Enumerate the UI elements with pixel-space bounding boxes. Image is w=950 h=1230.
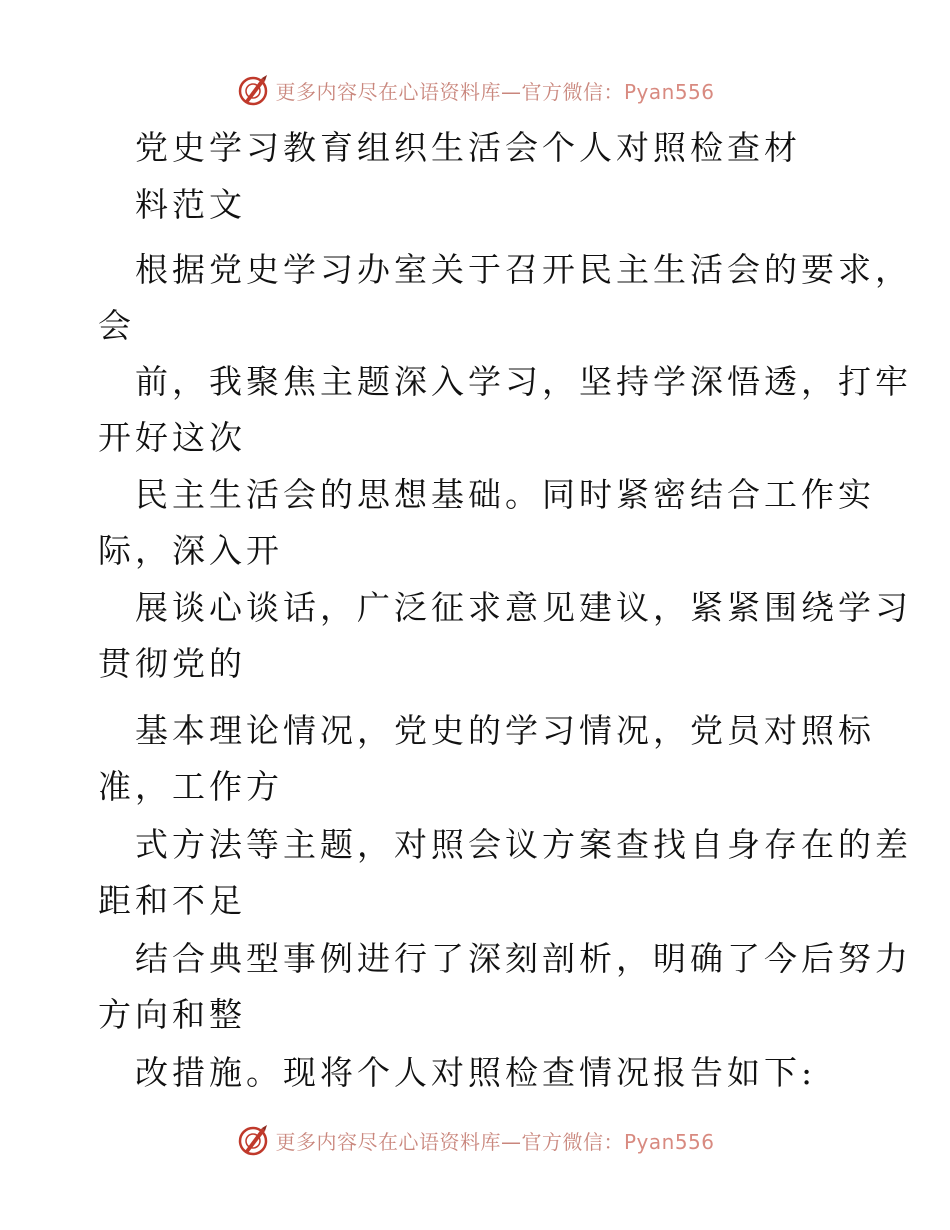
watermark-separator: — bbox=[500, 79, 522, 104]
watermark-account: Pyan556 bbox=[623, 1129, 715, 1154]
body-line: 准，工作方 bbox=[98, 767, 283, 806]
watermark-text bbox=[275, 1126, 714, 1155]
body-line: 距和不足 bbox=[98, 881, 246, 920]
quill-logo-icon bbox=[235, 72, 271, 108]
watermark-official: 官方微信： bbox=[521, 79, 624, 104]
body-line: 前，我聚焦主题深入学习，坚持学深悟透，打牢 bbox=[135, 362, 912, 401]
document-title-line-2: 料范文 bbox=[135, 185, 246, 224]
watermark-brand: 更多内容尽在心语资料库 bbox=[275, 79, 501, 104]
footer-watermark bbox=[0, 1120, 950, 1160]
body-line: 展谈心谈话，广泛征求意见建议，紧紧围绕学习 bbox=[135, 588, 912, 627]
body-line: 会 bbox=[98, 306, 135, 345]
body-line: 民主生活会的思想基础。同时紧密结合工作实 bbox=[135, 475, 875, 514]
body-line: 结合典型事例进行了深刻剖析，明确了今后努力 bbox=[135, 939, 912, 978]
watermark-official: 官方微信： bbox=[521, 1129, 624, 1154]
quill-logo-icon bbox=[235, 1122, 271, 1158]
body-line: 式方法等主题，对照会议方案查找自身存在的差 bbox=[135, 825, 912, 864]
body-line: 改措施。现将个人对照检查情况报告如下: bbox=[135, 1053, 817, 1092]
body-line: 开好这次 bbox=[98, 418, 246, 457]
header-watermark bbox=[0, 70, 950, 110]
body-line: 根据党史学习办室关于召开民主生活会的要求， bbox=[135, 250, 912, 289]
watermark-brand: 更多内容尽在心语资料库 bbox=[275, 1129, 501, 1154]
watermark-separator: — bbox=[500, 1129, 522, 1154]
document-title-line-1: 党史学习教育组织生活会个人对照检查材 bbox=[135, 128, 801, 167]
body-line: 贯彻党的 bbox=[98, 644, 246, 683]
body-line: 际，深入开 bbox=[98, 531, 283, 570]
body-line: 方向和整 bbox=[98, 995, 246, 1034]
watermark-text bbox=[275, 76, 714, 105]
watermark-account: Pyan556 bbox=[623, 79, 715, 104]
body-line: 基本理论情况，党史的学习情况，党员对照标 bbox=[135, 711, 875, 750]
